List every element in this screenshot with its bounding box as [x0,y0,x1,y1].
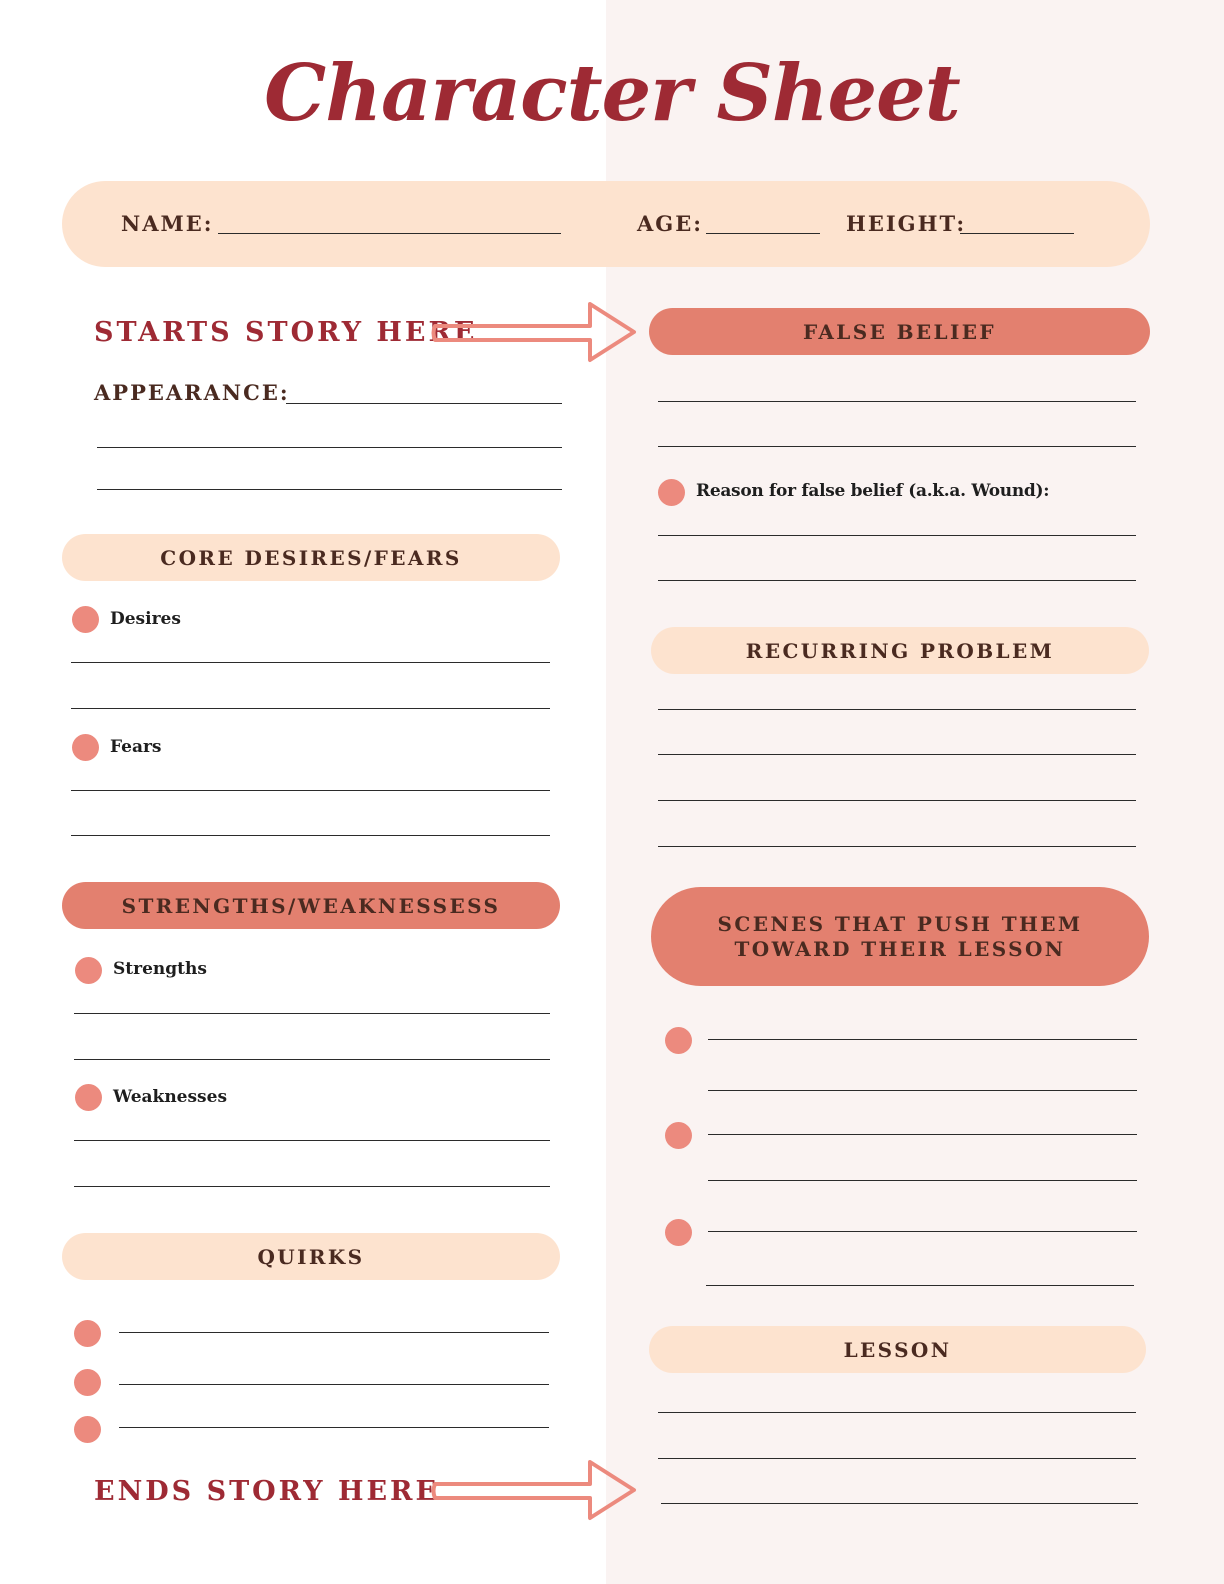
ends-story-label: ENDS STORY HERE [94,1476,440,1507]
wound-line[interactable] [658,535,1136,536]
weaknesses-line[interactable] [74,1186,550,1187]
scene-line[interactable] [706,1285,1134,1286]
quirk-line[interactable] [119,1427,549,1428]
scene-line[interactable] [708,1090,1137,1091]
scene-line[interactable] [708,1134,1137,1135]
desires-label: Desires [110,609,181,629]
recurring-problem-heading: RECURRING PROBLEM [651,627,1149,674]
bullet-dot-icon [75,957,102,984]
bullet-dot-icon [74,1320,101,1347]
scene-line[interactable] [708,1231,1137,1232]
appearance-line[interactable] [97,447,562,448]
strengths-line[interactable] [74,1013,550,1014]
recurring-problem-line[interactable] [658,846,1136,847]
bullet-dot-icon [72,734,99,761]
recurring-problem-line[interactable] [658,709,1136,710]
bullet-dot-icon [658,479,685,506]
false-belief-line[interactable] [658,401,1136,402]
scene-line[interactable] [708,1039,1137,1040]
bullet-dot-icon [75,1084,102,1111]
page-title: Character Sheet [264,48,960,139]
desires-line[interactable] [71,662,550,663]
bullet-dot-icon [74,1416,101,1443]
wound-line[interactable] [658,580,1136,581]
scenes-heading-line1: SCENES THAT PUSH THEM [717,911,1083,936]
lesson-line[interactable] [658,1412,1136,1413]
age-label: AGE: [637,211,703,236]
bullet-dot-icon [72,606,99,633]
strengths-line[interactable] [74,1059,550,1060]
appearance-label: APPEARANCE: [94,380,290,405]
quirk-line[interactable] [119,1384,549,1385]
recurring-problem-line[interactable] [658,754,1136,755]
bullet-dot-icon [665,1219,692,1246]
height-label: HEIGHT: [846,211,967,236]
height-field[interactable] [960,233,1074,234]
quirks-heading: QUIRKS [62,1233,560,1280]
bullet-dot-icon [74,1369,101,1396]
fears-line[interactable] [71,790,550,791]
lesson-line[interactable] [658,1458,1136,1459]
false-belief-heading: FALSE BELIEF [649,308,1150,355]
false-belief-line[interactable] [658,446,1136,447]
core-desires-fears-heading: CORE DESIRES/FEARS [62,534,560,581]
fears-line[interactable] [71,835,550,836]
age-field[interactable] [706,233,820,234]
scenes-heading [651,887,1149,986]
lesson-heading: LESSON [649,1326,1146,1373]
name-field[interactable] [218,233,561,234]
bullet-dot-icon [665,1122,692,1149]
lesson-line[interactable] [661,1503,1138,1504]
name-label: NAME: [121,211,214,236]
appearance-line[interactable] [97,489,562,490]
arrow-right-icon [430,300,640,364]
weaknesses-label: Weaknesses [113,1087,228,1107]
quirk-line[interactable] [119,1332,549,1333]
fears-label: Fears [110,737,162,757]
wound-label: Reason for false belief (a.k.a. Wound): [696,481,1050,501]
scene-line[interactable] [708,1180,1137,1181]
starts-story-label: STARTS STORY HERE [94,317,478,348]
recurring-problem-line[interactable] [658,800,1136,801]
desires-line[interactable] [71,708,550,709]
appearance-line[interactable] [286,403,562,404]
scenes-heading-line2: TOWARD THEIR LESSON [734,936,1066,961]
header-fields-bar [62,181,1150,267]
weaknesses-line[interactable] [74,1140,550,1141]
strengths-weaknesses-heading: STRENGTHS/WEAKNESSESS [62,882,560,929]
arrow-right-icon [430,1458,640,1522]
bullet-dot-icon [665,1027,692,1054]
strengths-label: Strengths [113,959,207,979]
